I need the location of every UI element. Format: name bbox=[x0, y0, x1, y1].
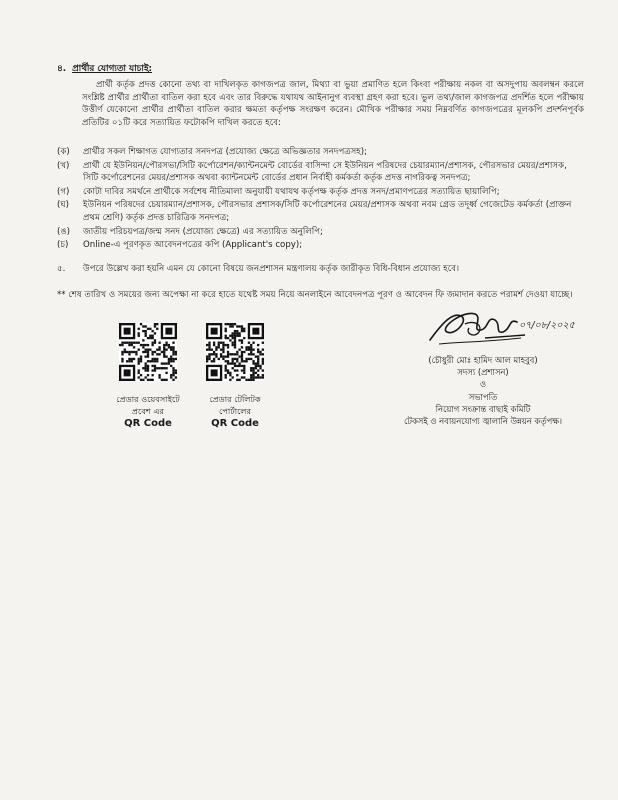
list-marker: (ঙ) bbox=[57, 226, 71, 237]
list-marker: (গ) bbox=[57, 186, 70, 197]
qr-caption-line1: প্রেডার ওয়েবসাইটে bbox=[116, 394, 180, 404]
qr-website bbox=[108, 323, 188, 430]
signatory-name: (চৌধুরী মোঃ হামিদ আল মাহবুব) bbox=[428, 355, 538, 365]
signatory-committee: নিয়োগ সংক্রান্ত বাছাই কমিটি bbox=[435, 403, 531, 414]
advisory-note: ** শেষ তারিখ ও সময়ের জন্য অপেক্ষা না করে হাতে যথেষ্ট সময় নিয়ে অনলাইনে আবেদনপত্র পূরণ ও আবেদন ফি জমাদান করতে পরামর্শ দেওয়া যাচ্ছে। bbox=[57, 290, 573, 300]
list-item bbox=[57, 239, 584, 252]
paragraph-5-number: ৫. bbox=[57, 264, 66, 274]
list-text: প্রার্থী যে ইউনিয়ন/পৌরসভা/সিটি কর্পোরেশন/ক্যান্টনমেন্ট বোর্ডের বাসিন্দা সে ইউনিয়ন পরিষদের চেয়ারম্যান/প্রশাসক, পৌরসভার মেয়র/প্রশাসক, সিটি কর্পোরেশনের মেয়র/প্রশাসক অথবা ক্যান্টনমেন্ট বোর্ডের প্রধান নির্বাহী কর্মকর্তা কর্তৃক প্রদত্ত নাগরিকত্ব সনদপত্র; bbox=[83, 160, 567, 184]
list-text: Online-এ পূরণকৃত আবেদনপত্রের কপি (Applicant's copy); bbox=[83, 240, 303, 251]
signature-date: ০৭/০৮/২০২৫ bbox=[519, 320, 575, 331]
list-text: ইউনিয়ন পরিষদের চেয়ারম্যান/প্রশাসক, পৌরসভার প্রশাসক/সিটি কর্পোরেশনের মেয়র/প্রশাসক অথবা নবম গ্রেড তদূর্ধ্ব গেজেটেড কর্মকর্তা (প্রাক্তন প্রথম শ্রেণি) কর্তৃক প্রদত্ত চারিত্রিক সনদপত্র; bbox=[83, 200, 572, 223]
qr-caption-line1: প্রেডার টেলিটক bbox=[209, 394, 261, 404]
qr-caption-line2: প্রবেশ এর bbox=[131, 406, 165, 416]
qr-code-label: QR Code bbox=[211, 418, 259, 429]
list-text: কোটা দাবির সমর্থনে প্রার্থীকে সর্বশেষ নীতিমালা অনুযায়ী যথাযথ কর্তৃপক্ষ কর্তৃক প্রদত্ত সনদ/প্রমাণপত্রের সত্যায়িত ছায়ালিপি; bbox=[83, 186, 500, 197]
list-text: প্রার্থীর সকল শিক্ষাগত যোগ্যতার সনদপত্র (প্রযোজ্য ক্ষেত্রে অভিজ্ঞতার সনদপত্রসহ); bbox=[83, 147, 368, 157]
list-item bbox=[57, 186, 584, 199]
paragraph-5-text: উপরে উল্লেখ করা হয়নি এমন যে কোনো বিষয়ে জনপ্রশাসন মন্ত্রণালয় কর্তৃক জারীকৃত বিধি-বিধান প্রযোজ্য হবে। bbox=[83, 264, 460, 274]
qr-code-label: QR Code bbox=[124, 418, 172, 429]
qr-teletalk bbox=[195, 323, 275, 430]
list-item bbox=[57, 146, 584, 159]
list-marker: (চ) bbox=[57, 240, 69, 251]
list-item bbox=[57, 226, 584, 239]
signatory-block bbox=[378, 354, 588, 427]
list-marker: (ঘ) bbox=[57, 200, 70, 211]
list-text: জাতীয় পরিচয়পত্র/জন্ম সনদ (প্রযোজ্য ক্ষেত্রে) এর সত্যায়িত অনুলিপি; bbox=[83, 226, 323, 237]
section-number: ৪. bbox=[57, 64, 67, 74]
document-list bbox=[57, 146, 584, 253]
list-item bbox=[57, 199, 584, 224]
list-marker: (ক) bbox=[57, 147, 70, 157]
qr-code-image[interactable] bbox=[119, 323, 177, 381]
list-marker: (খ) bbox=[57, 160, 70, 171]
signatory-organization: টেকসই ও নবায়নযোগ্য জ্বালানি উন্নয়ন কর্তৃপক্ষ। bbox=[403, 416, 563, 427]
section-heading bbox=[57, 63, 152, 76]
signatory-and: ও bbox=[479, 379, 487, 390]
paragraph-5 bbox=[57, 263, 584, 276]
section-title: প্রার্থীর যোগ্যতা যাচাই: bbox=[72, 64, 153, 74]
intro-paragraph: প্রার্থী কর্তৃক প্রদত্ত কোনো তথ্য বা দাখিলকৃত কাগজপত্র জাল, মিথ্যা বা ভুয়া প্রমাণিত হলে কিংবা পরীক্ষায় নকল বা অসদুপায় অবলম্বন করলে সংশ্লিষ্ট প্রার্থীর প্রার্থীতা বাতিল করা হবে এবং তার বিরুদ্ধে যথাযথ আইনানুগ ব্যবস্থা গ্রহণ করা হবে। ভুল তথ্য/জাল কাগজপত্র প্রদর্শিত হলে পরীক্ষায় উত্তীর্ণ যেকোনো প্রার্থীর প্রার্থীতা বাতিল করার ক্ষমতা কর্তৃপক্ষ সংরক্ষণ করেন। মৌখিক পরীক্ষার সময় নিম্নবর্ণিত কাগজপত্রের মূলকপি প্রদর্শনপূর্বক প্রতিটির ০১টি করে সত্যায়িত ফটোকপি দাখিল করতে হবে: bbox=[82, 80, 584, 128]
list-item bbox=[57, 160, 584, 185]
qr-caption-line2: পোর্টালের bbox=[219, 406, 251, 416]
handwritten-signature bbox=[425, 302, 575, 352]
signatory-designation: সদস্য (প্রশাসন) bbox=[457, 367, 509, 378]
signatory-role: সভাপতি bbox=[468, 391, 498, 402]
qr-code-image[interactable] bbox=[206, 323, 264, 381]
